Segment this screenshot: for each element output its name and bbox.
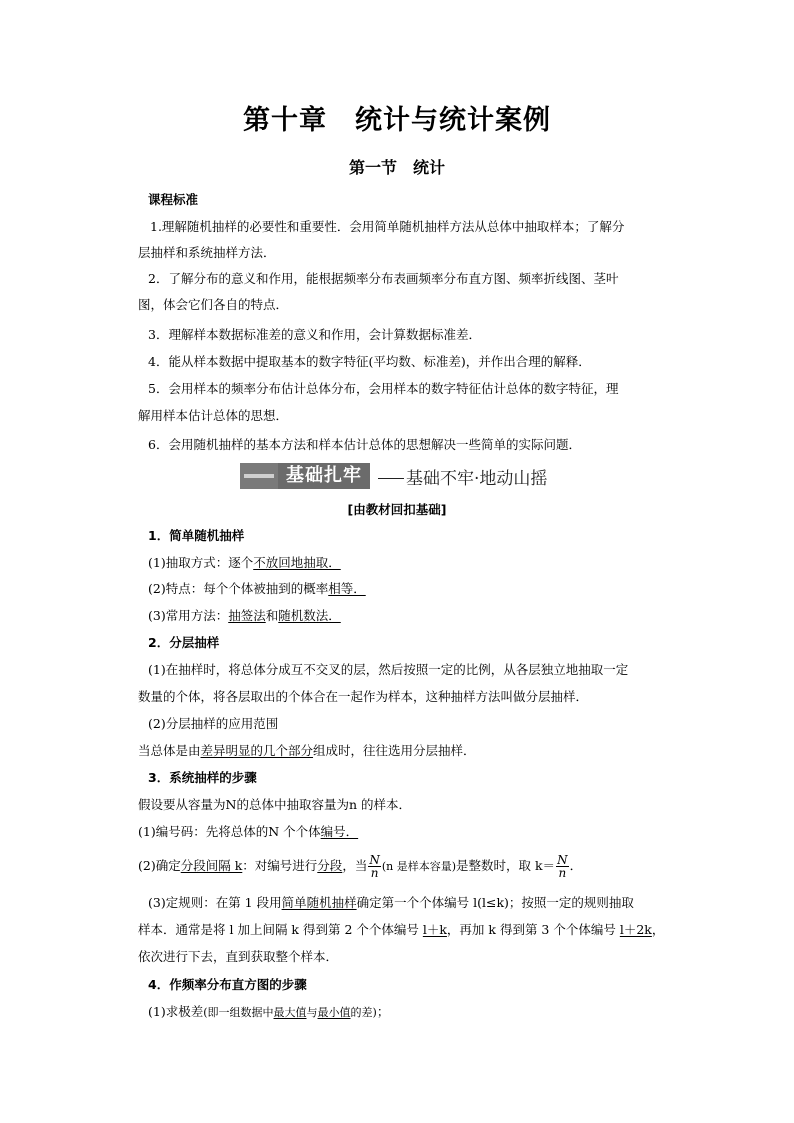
sec3-line2-when: ，当 — [342, 858, 368, 873]
sec3-line1 — [138, 824, 358, 840]
sec3-line3b-answer1: l＋k — [422, 922, 447, 937]
sec2-p3-text: 当总体是由 — [138, 743, 201, 758]
standards-heading: 课程标准 — [148, 192, 199, 207]
sec3-line2-mid: ：对编号进行 — [242, 858, 318, 873]
standard-2a: 2．了解分布的意义和作用，能根据频率分布表画频率分布直方图、频率折线图、茎叶 — [148, 271, 619, 286]
fraction-numerator-2: N — [557, 853, 568, 867]
sec2-p3-end: 组成时，往往选用分层抽样． — [313, 743, 476, 758]
sec3-line3b-end: ， — [651, 922, 665, 937]
banner-subtitle — [378, 464, 547, 489]
sec1-line3-answer1: 抽签法 — [228, 608, 266, 623]
banner-decoration — [240, 463, 278, 489]
sec1-line1-answer: 不放回地抽取． — [253, 555, 341, 570]
sec4-line1-and: 与 — [306, 1006, 318, 1019]
sec1-line3-text: (3)常用方法： — [148, 608, 229, 623]
chapter-title: 第十章 统计与统计案例 — [243, 105, 551, 136]
standard-1a: 1.理解随机抽样的必要性和重要性．会用简单随机抽样方法从总体中抽取样本；了解分 — [150, 219, 625, 234]
fraction-denominator: n — [370, 866, 379, 880]
section-title: 第一节 统计 — [348, 158, 445, 177]
sec3-line2-answer1: 分段间隔 k — [180, 858, 243, 873]
sec3-line2-text: (2)确定 — [138, 858, 181, 873]
sec3-line3a-text: (3)定规则：在第 1 段用 — [148, 895, 282, 910]
sec4-line1-note-end: 的差) — [350, 1006, 377, 1019]
sec4-line1-end: ； — [376, 1004, 390, 1019]
sec4-line1-note-start: (即一组数据中 — [203, 1006, 274, 1019]
sec3-line1-answer: 编号． — [320, 824, 359, 839]
sec1-heading: 1．简单随机抽样 — [148, 528, 245, 543]
sec2-p3 — [138, 743, 476, 759]
sec4-line1 — [148, 1004, 389, 1021]
sec3-line3b-text: 样本．通常是将 l 加上间隔 k 得到第 2 个个体编号 — [138, 922, 423, 937]
sec4-line1-text: (1)求极差 — [148, 1004, 204, 1019]
standard-5b: 解用样本估计总体的思想． — [138, 408, 289, 423]
sec3-intro: 假设要从容量为N的总体中抽取容量为n 的样本． — [138, 797, 411, 812]
sec2-p1b: 数量的个体，将各层取出的个体合在一起作为样本，这种抽样方法叫做分层抽样． — [138, 689, 589, 704]
dash-icon — [378, 478, 404, 479]
standard-4: 4．能从样本数据中提取基本的数字特征(平均数、标准差)，并作出合理的解释． — [148, 354, 591, 369]
standard-5a: 5．会用样本的频率分布估计总体分布，会用样本的数字特征估计总体的数字特征，理 — [148, 381, 619, 396]
sec3-line1-text: (1)编号码：先将总体的N 个个体 — [138, 824, 321, 839]
sec4-heading: 4．作频率分布直方图的步骤 — [148, 977, 307, 992]
fraction-n-over-n-2 — [556, 854, 569, 879]
sec2-p3-answer: 差异明显的几个部分 — [200, 743, 314, 758]
sec1-line3-and: 和 — [265, 608, 279, 623]
standard-6: 6．会用随机抽样的基本方法和样本估计总体的思想解决一些简单的实际问题． — [148, 437, 581, 452]
sec1-line1 — [148, 555, 341, 571]
sec3-line3c: 依次进行下去，直到获取整个样本． — [138, 949, 339, 964]
sec1-line2-text: (2)特点：每个个体被抽到的概率 — [148, 581, 329, 596]
sec1-line3-answer2: 随机数法． — [278, 608, 341, 623]
sec3-line2: (2)确定分段间隔 k：对编号进行分段，当 $\frac{N}{n}$ (n 是样本容量)是整数时，取 k＝ $\frac{N}{n}$ ． — [138, 853, 583, 880]
banner-subtitle-text: 基础不牢·地动山摇 — [406, 468, 548, 489]
sec3-line3a-end: 确定第一个个体编号 l(l≤k)；按照一定的规则抽取 — [356, 895, 634, 910]
sec3-line3b-answer2: l＋2k — [619, 922, 652, 937]
sec1-line2 — [148, 581, 366, 597]
sec4-line1-answer2: 最小值 — [317, 1006, 351, 1019]
fraction-n-over-n — [368, 854, 381, 879]
standard-2b: 图，体会它们各自的特点． — [138, 297, 289, 312]
sec3-line2-note: (n 是样本容量) — [381, 860, 456, 873]
bracket-title: [由教材回扣基础] — [347, 502, 447, 517]
fraction-denominator-2: n — [558, 866, 567, 880]
sec2-p1a: (1)在抽样时，将总体分成互不交叉的层，然后按照一定的比例，从各层独立地抽取一定 — [148, 662, 629, 677]
standard-3: 3．理解样本数据标准差的意义和作用，会计算数据标准差． — [148, 327, 481, 342]
sec1-line1-text: (1)抽取方式：逐个 — [148, 555, 254, 570]
sec3-line2-answer2: 分段 — [317, 858, 343, 873]
fraction-numerator: N — [369, 853, 380, 867]
sec3-line3b-mid: ，再加 k 得到第 3 个个体编号 — [446, 922, 620, 937]
banner-main-label: 基础扎牢 — [278, 463, 370, 489]
sec3-line3a — [148, 895, 634, 911]
section-banner — [240, 463, 547, 489]
sec3-line3b — [138, 922, 664, 938]
sec3-heading: 3．系统抽样的步骤 — [148, 770, 257, 785]
sec1-line2-answer: 相等． — [328, 581, 366, 596]
standard-1b: 层抽样和系统抽样方法． — [138, 245, 276, 260]
sec2-heading: 2．分层抽样 — [148, 635, 220, 650]
sec3-line3a-answer: 简单随机抽样 — [281, 895, 357, 910]
sec1-line3 — [148, 608, 341, 624]
sec2-p2: (2)分层抽样的应用范围 — [148, 716, 279, 731]
sec4-line1-answer1: 最大值 — [273, 1006, 307, 1019]
sec3-line2-end: 是整数时，取 k＝ — [456, 858, 556, 873]
